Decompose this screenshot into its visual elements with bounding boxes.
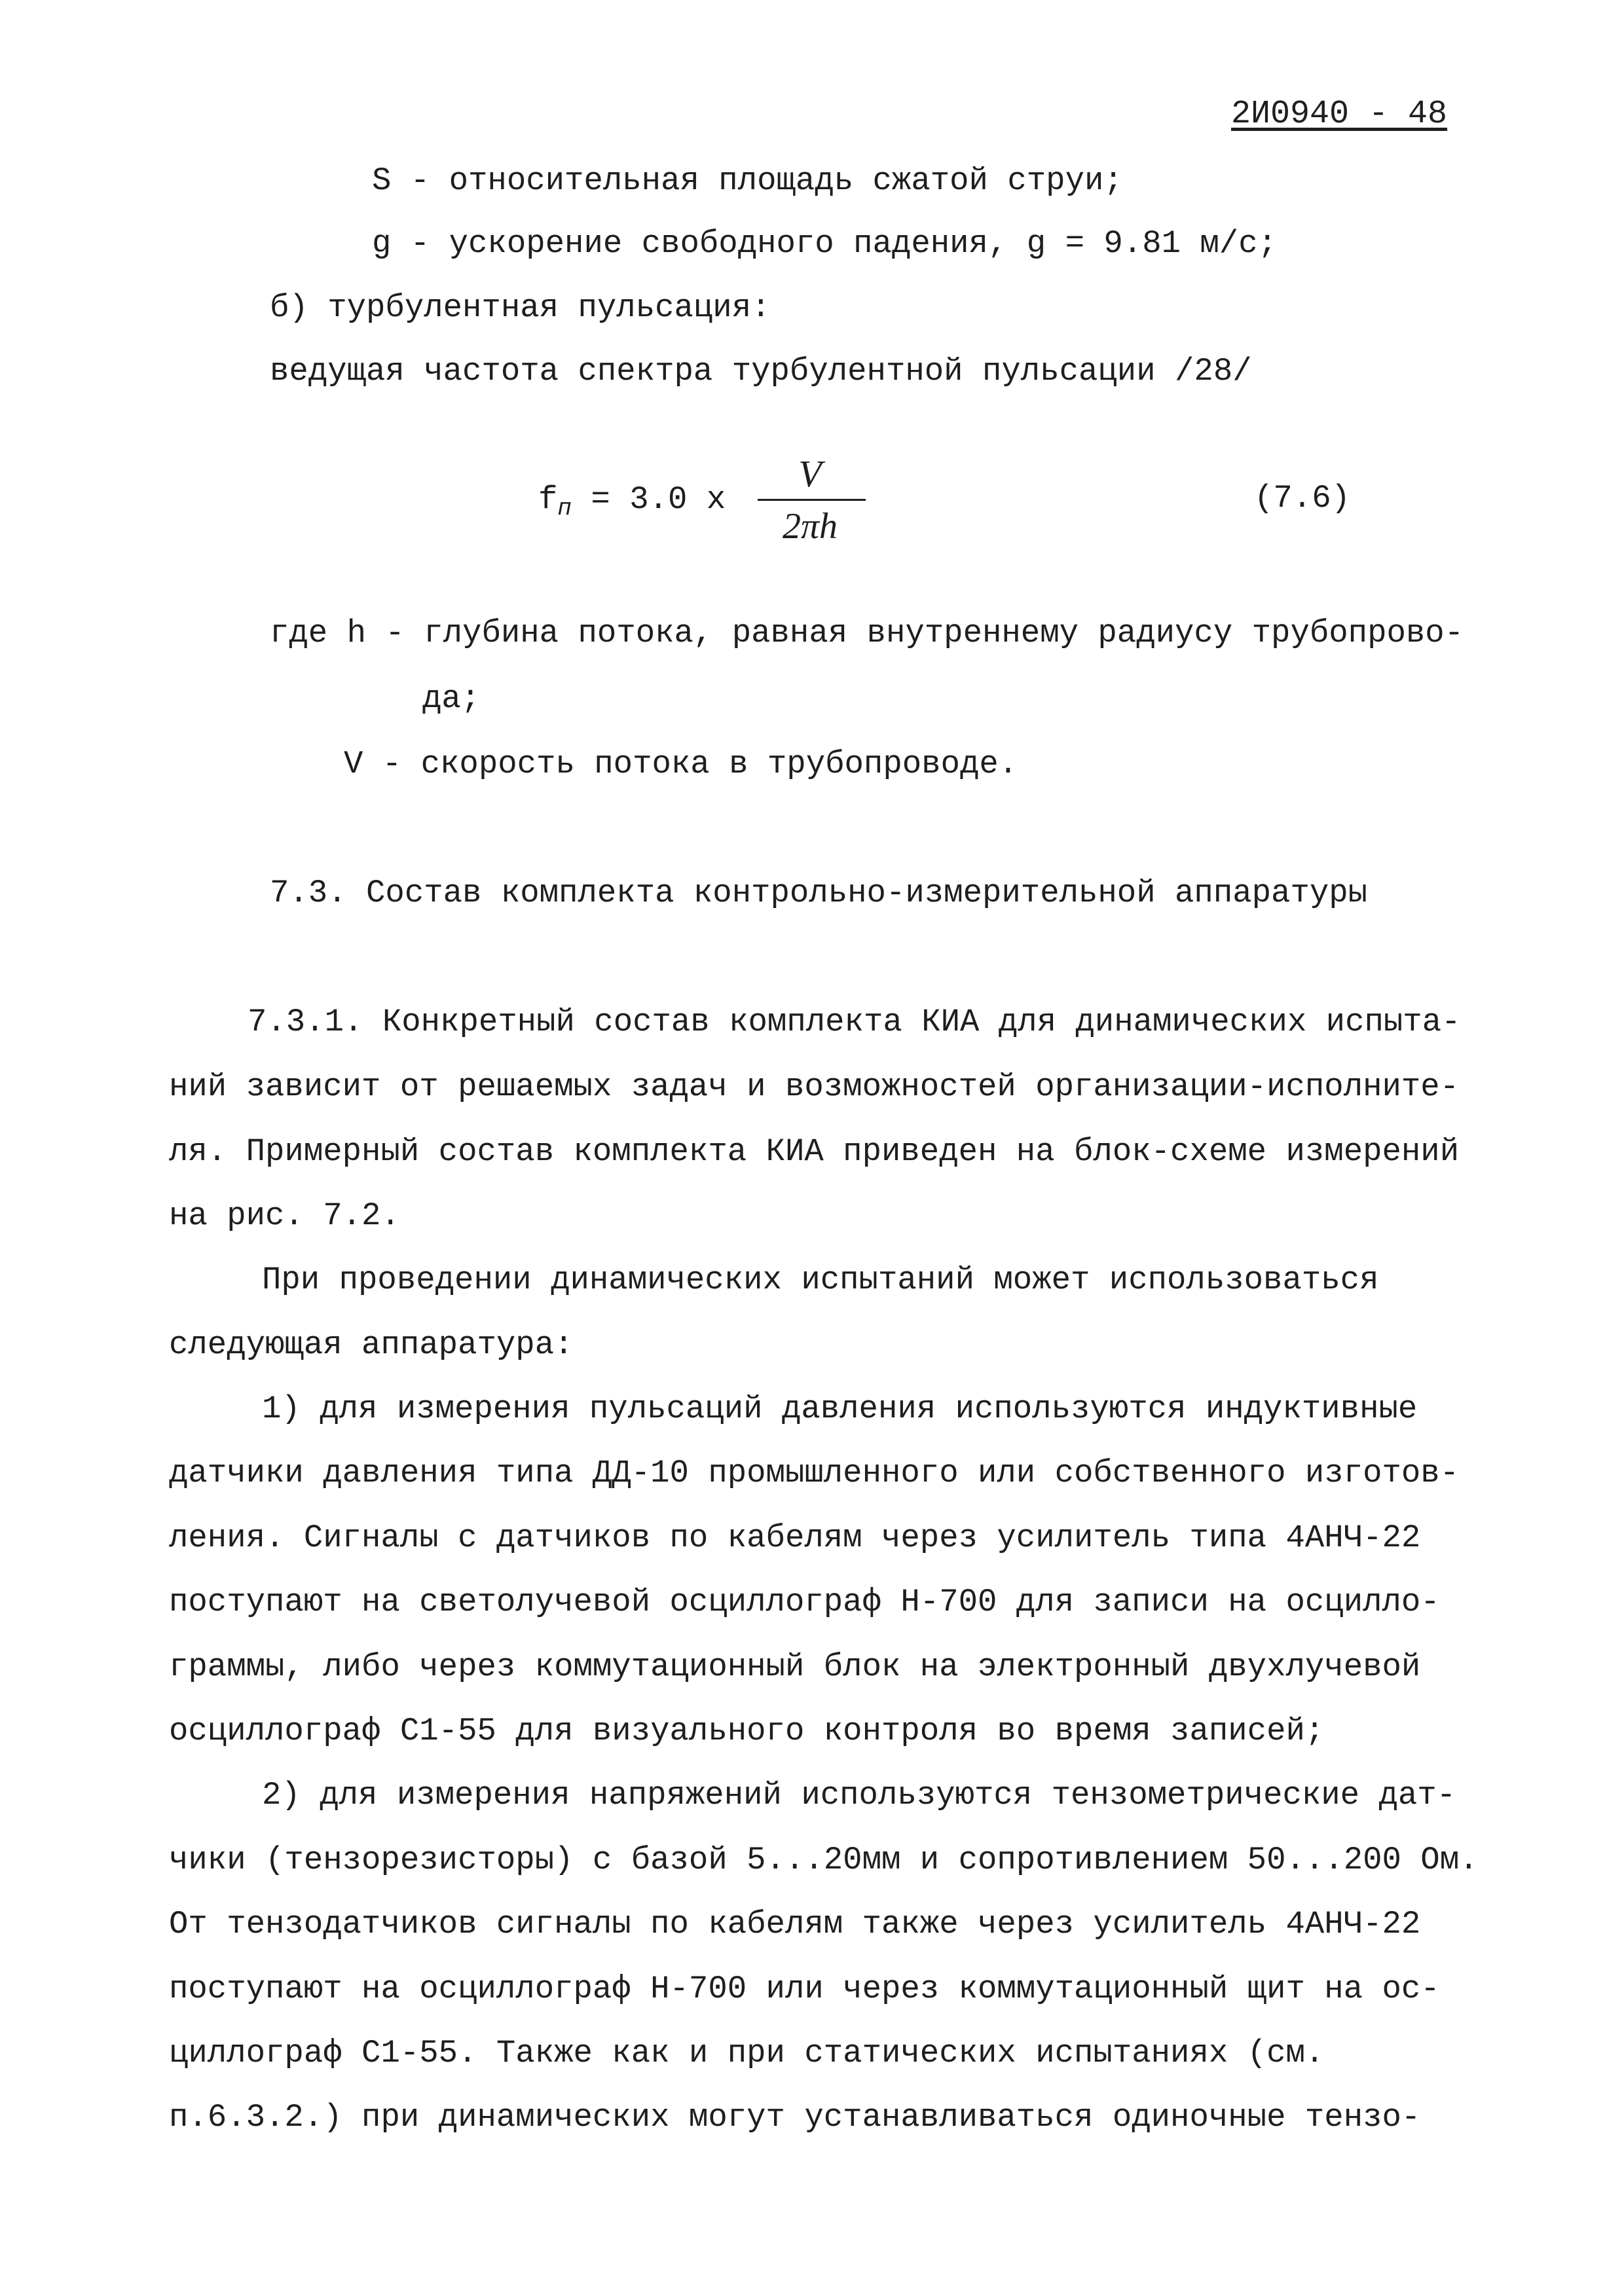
document-number: 2И0940 - 48 xyxy=(1231,96,1448,133)
formula-lhs xyxy=(538,481,726,522)
formula-rhs: = 3.0 x xyxy=(572,481,726,518)
text-line: ления. Сигналы с датчиков по кабелям через усилитель типа 4АНЧ-22 xyxy=(169,1520,1421,1556)
text-line: да; xyxy=(422,680,481,717)
text-line: где h - глубина потока, равная внутреннему радиусу трубопрово- xyxy=(270,615,1464,651)
text-line: циллограф С1-55. Также как и при статических испытаниях (см. xyxy=(169,2035,1325,2071)
text-line: g - ускорение свободного падения, g = 9.81 м/с; xyxy=(372,225,1278,262)
text-line: 1) для измерения пульсаций давления используются индуктивные xyxy=(262,1391,1418,1427)
formula-denominator: 2πh xyxy=(782,506,838,547)
text-line: ля. Примерный состав комплекта КИА приведен на блок-схеме измерений xyxy=(169,1133,1460,1170)
text-line: чики (тензорезисторы) с базой 5...20мм и сопротивлением 50...200 Ом. xyxy=(169,1842,1479,1878)
text-line: S - относительная площадь сжатой струи; xyxy=(372,162,1123,199)
formula-fraction xyxy=(754,452,866,547)
text-line: 7.3.1. Конкретный состав комплекта КИА для динамических испыта- xyxy=(248,1004,1461,1040)
text-line: V - скорость потока в трубопроводе. xyxy=(344,746,1018,782)
text-line: поступают на осциллограф Н-700 или через коммутационный щит на ос- xyxy=(169,1971,1440,2007)
text-line: 2) для измерения напряжений используются тензометрические дат- xyxy=(262,1777,1456,1813)
text-line: От тензодатчиков сигналы по кабелям также через усилитель 4АНЧ-22 xyxy=(169,1906,1421,1942)
text-line: п.6.3.2.) при динамических могут устанавливаться одиночные тензо- xyxy=(169,2099,1421,2136)
text-line: поступают на светолучевой осциллограф Н-700 для записи на осцилло- xyxy=(169,1584,1440,1620)
text-line: следующая аппаратура: xyxy=(169,1326,574,1363)
text-line: ний зависит от решаемых задач и возможностей организации-исполните- xyxy=(169,1068,1460,1105)
text-line: граммы, либо через коммутационный блок на электронный двухлучевой xyxy=(169,1649,1421,1685)
text-line: б) турбулентная пульсация: xyxy=(270,289,771,326)
formula-subscript: п xyxy=(557,495,572,522)
formula-numerator: V xyxy=(798,452,822,495)
formula-7-6 xyxy=(538,445,931,550)
fraction-bar xyxy=(758,499,866,501)
equation-number: (7.6) xyxy=(1254,480,1351,517)
text-line: на рис. 7.2. xyxy=(169,1197,400,1234)
text-line: При проведении динамических испытаний может использоваться xyxy=(262,1262,1379,1298)
text-line: датчики давления типа ДД-10 промышленного или собственного изготов- xyxy=(169,1455,1460,1491)
formula-symbol: f xyxy=(538,481,558,518)
text-line: осциллограф С1-55 для визуального контроля во время записей; xyxy=(169,1713,1325,1749)
section-heading: 7.3. Состав комплекта контрольно-измерительной аппаратуры xyxy=(270,875,1368,911)
text-line: ведущая частота спектра турбулентной пульсации /28/ xyxy=(270,353,1252,390)
